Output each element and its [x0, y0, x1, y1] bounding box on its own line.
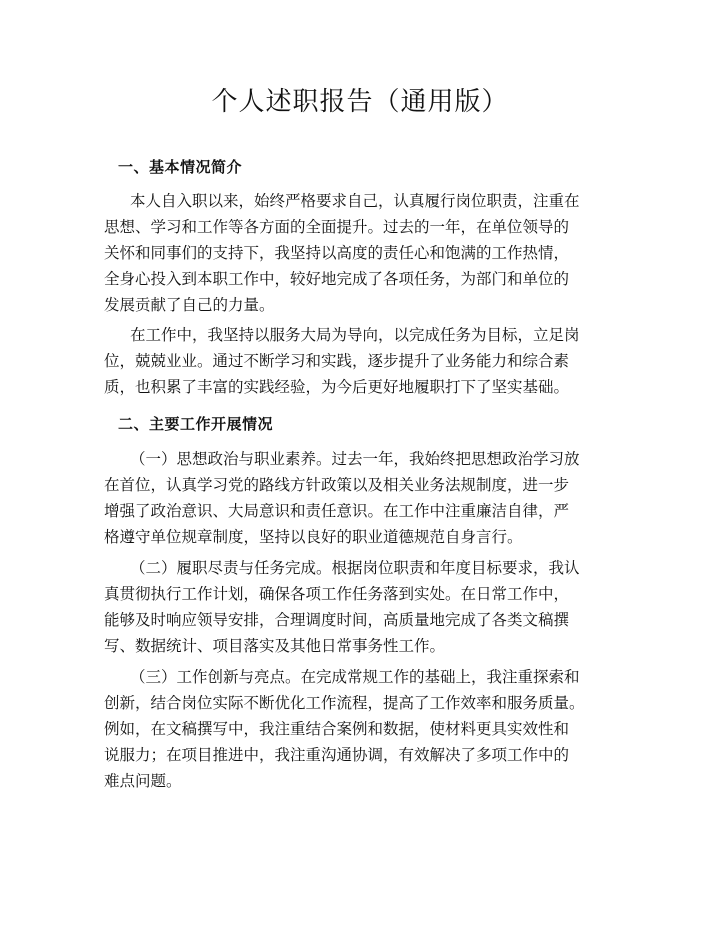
section-heading-main-work: 二、主要工作开展情况	[118, 415, 274, 433]
paragraph-line: 在首位，认真学习党的路线方针政策以及相关业务法规制度，进一步	[104, 476, 570, 494]
paragraph-line: 创新，结合岗位实际不断优化工作流程，提高了工作效率和服务质量。	[104, 694, 585, 712]
paragraph-line: 位，兢兢业业。通过不断学习和实践，逐步提升了业务能力和综合素	[104, 352, 570, 370]
paragraph-line: 发展贡献了自己的力量。	[104, 296, 275, 314]
paragraph-line: 格遵守单位规章制度，坚持以良好的职业道德规范自身言行。	[104, 528, 523, 546]
paragraph-line: 例如，在文稿撰写中，我注重结合案例和数据，使材料更具实效性和	[104, 720, 570, 738]
paragraph-intro	[104, 188, 644, 318]
paragraph-political-quality	[104, 446, 644, 550]
paragraph-line: 关怀和同事们的支持下，我坚持以高度的责任心和饱满的工作热情，	[104, 244, 570, 262]
paragraph-line: 说服力；在项目推进中，我注重沟通协调，有效解决了多项工作中的	[104, 746, 570, 764]
paragraph-line: 在工作中，我坚持以服务大局为导向，以完成任务为目标，立足岗	[130, 326, 580, 344]
paragraph-innovation	[104, 664, 644, 794]
paragraph-line: 全身心投入到本职工作中，较好地完成了各项任务，为部门和单位的	[104, 270, 570, 288]
paragraph-line: （三）工作创新与亮点。在完成常规工作的基础上，我注重探索和	[130, 668, 580, 686]
document-title: 个人述职报告（通用版）	[211, 87, 509, 117]
paragraph-line: 本人自入职以来，始终严格要求自己，认真履行岗位职责，注重在	[130, 192, 580, 210]
paragraph-work-attitude	[104, 322, 644, 400]
paragraph-duty-performance	[104, 555, 644, 659]
section-heading-basic-info: 一、基本情况简介	[118, 158, 243, 176]
paragraph-line: 真贯彻执行工作计划，确保各项工作任务落到实处。在日常工作中，	[104, 585, 570, 603]
paragraph-line: 增强了政治意识、大局意识和责任意识。在工作中注重廉洁自律，严	[104, 502, 570, 520]
paragraph-line: （一）思想政治与职业素养。过去一年，我始终把思想政治学习放	[130, 450, 580, 468]
paragraph-line: 写、数据统计、项目落实及其他日常事务性工作。	[104, 637, 446, 655]
paragraph-line: （二）履职尽责与任务完成。根据岗位职责和年度目标要求，我认	[130, 559, 580, 577]
paragraph-line: 质，也积累了丰富的实践经验，为今后更好地履职打下了坚实基础。	[104, 378, 570, 396]
paragraph-line: 思想、学习和工作等各方面的全面提升。过去的一年，在单位领导的	[104, 218, 570, 236]
paragraph-line: 能够及时响应领导安排，合理调度时间，高质量地完成了各类文稿撰	[104, 611, 570, 629]
paragraph-line: 难点问题。	[104, 772, 182, 790]
